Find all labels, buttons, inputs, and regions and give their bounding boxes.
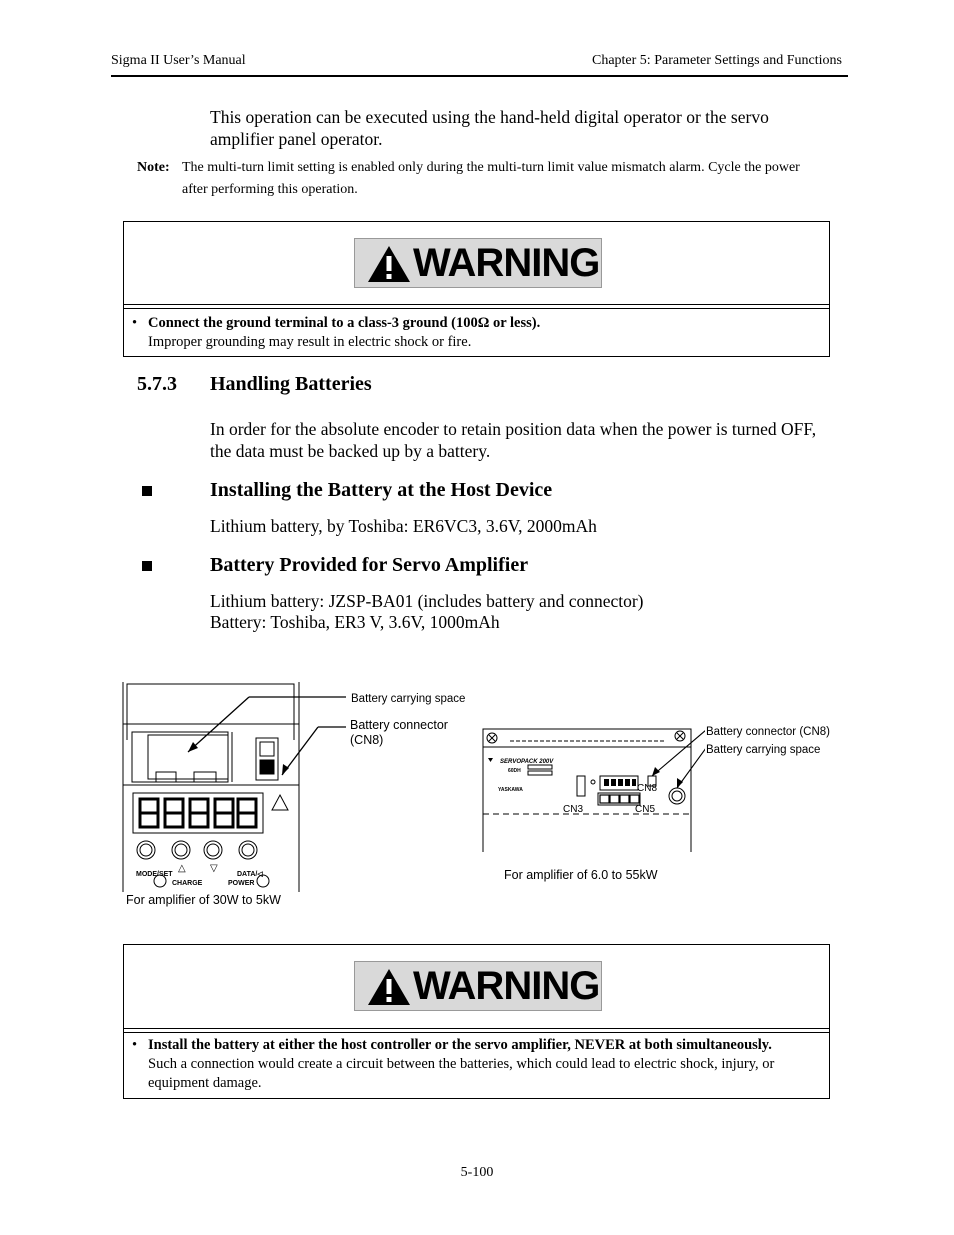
servo-title: Battery Provided for Servo Amplifier xyxy=(210,554,529,576)
warning-label: WARNING xyxy=(413,964,600,1008)
header-rule xyxy=(111,75,848,77)
warning-label: WARNING xyxy=(413,241,600,285)
warning-badge xyxy=(354,961,602,1011)
warning-separator xyxy=(124,1028,829,1033)
warning-box-battery xyxy=(123,944,830,1099)
section-number: 5.7.3 xyxy=(137,373,177,395)
right-label-connector: Battery connector (CN8) xyxy=(706,726,830,738)
bullet: • xyxy=(132,315,138,331)
warning-normal-text: Such a connection would create a circuit between the batteries, which could lead to electric shock, injury, or equipment damage. xyxy=(148,1056,775,1091)
left-label-battery-space: Battery carrying space xyxy=(351,693,466,705)
note-label: Note: xyxy=(137,160,170,175)
power-label: POWER xyxy=(228,880,255,887)
cn3-label: CN3 xyxy=(563,804,584,815)
warning-bold-text: Install the battery at either the host controller or the servo amplifier, NEVER at both simultaneously. xyxy=(148,1037,772,1053)
bullet: • xyxy=(132,1037,138,1053)
bullet-square-icon xyxy=(142,561,152,571)
page-number: 5-100 xyxy=(460,1165,494,1180)
header-chapter-title: Chapter 5: Parameter Settings and Functions xyxy=(591,53,842,68)
servopack-label: SERVOPACK 200V xyxy=(500,759,554,765)
section-title: Handling Batteries xyxy=(210,373,372,395)
right-figure-caption: For amplifier of 6.0 to 55kW xyxy=(504,868,658,882)
servo-line2: Battery: Toshiba, ER3 V, 3.6V, 1000mAh xyxy=(210,612,500,632)
servo-line1: Lithium battery: JZSP-BA01 (includes battery and connector) xyxy=(210,591,644,611)
section-paragraph: In order for the absolute encoder to retain position data when the power is turned OFF, the data must be backed up by a battery. xyxy=(210,419,817,461)
button-label-down: ▽ xyxy=(210,863,218,874)
left-label-connector: Battery connector xyxy=(350,718,448,732)
button-label-up: △ xyxy=(178,863,186,874)
left-label-connector-cn8: (CN8) xyxy=(350,733,384,747)
host-text: Lithium battery, by Toshiba: ER6VC3, 3.6V, 2000mAh xyxy=(210,516,597,536)
model-label: 60DH xyxy=(508,768,521,774)
left-figure-caption: For amplifier of 30W to 5kW xyxy=(126,893,281,907)
warning-text xyxy=(132,1036,821,1093)
header-manual-title: Sigma II User’s Manual xyxy=(111,53,246,68)
warning-triangle-icon xyxy=(367,245,411,283)
right-label-battery-space: Battery carrying space xyxy=(706,744,821,756)
amplifier-30w-5kw-illustration xyxy=(118,680,358,895)
warning-triangle-icon xyxy=(367,968,411,1006)
warning-badge xyxy=(354,238,602,288)
button-label-mode: MODE/SET xyxy=(136,871,173,878)
warning-text xyxy=(132,314,821,352)
warning-separator xyxy=(124,304,829,309)
brand-label: YASKAWA xyxy=(498,787,523,793)
bullet-square-icon xyxy=(142,486,152,496)
button-label-data: DATA/◁ xyxy=(237,871,263,878)
cn5-label: CN5 xyxy=(635,804,656,815)
host-title: Installing the Battery at the Host Device xyxy=(210,479,553,501)
charge-label: CHARGE xyxy=(172,880,203,887)
note-text: The multi-turn limit setting is enabled only during the multi-turn limit value mismatch alarm. Cycle the power after performing this operation. xyxy=(182,160,800,197)
cn8-label: CN8 xyxy=(637,783,658,794)
warning-box-ground xyxy=(123,221,830,357)
warning-normal-text: Improper grounding may result in electric shock or fire. xyxy=(148,334,472,350)
intro-paragraph: This operation can be executed using the hand-held digital operator or the servo amplifier panel operator. xyxy=(210,107,769,149)
warning-bold-text: Connect the ground terminal to a class-3 ground (100Ω or less). xyxy=(148,315,541,331)
